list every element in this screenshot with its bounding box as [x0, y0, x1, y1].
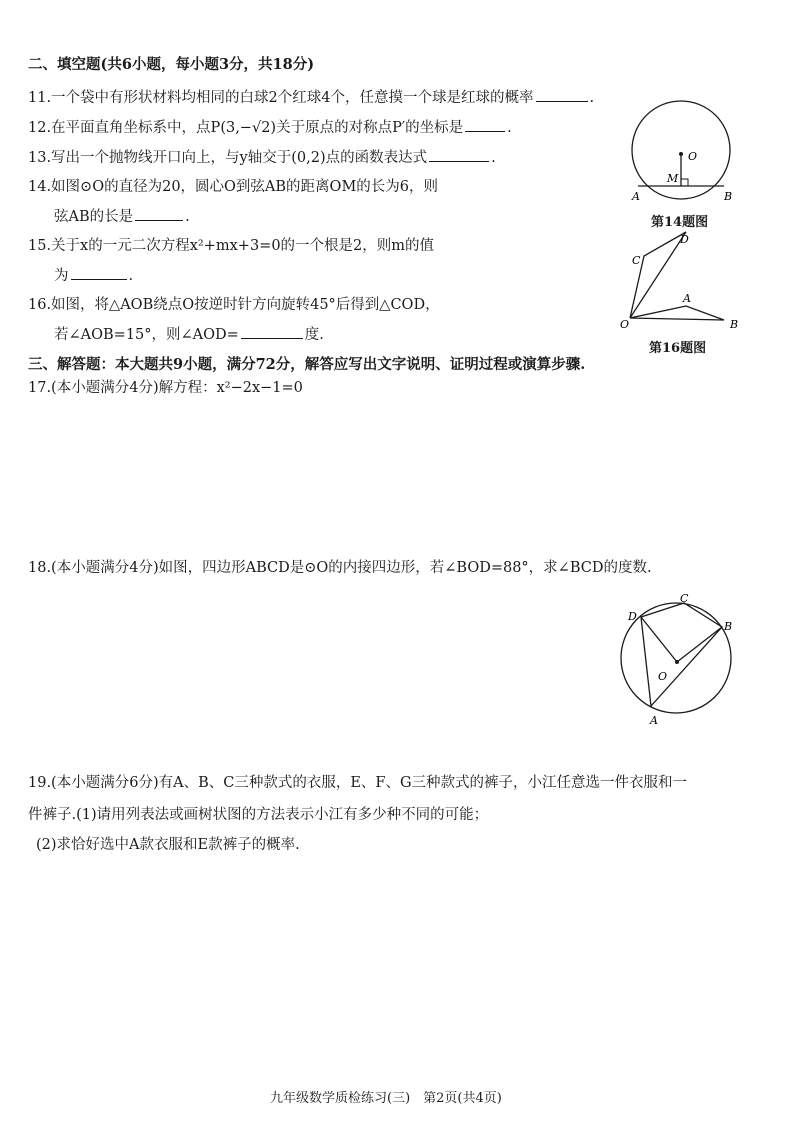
- segment-ob: [677, 627, 722, 662]
- answer-blank-12[interactable]: [465, 117, 505, 132]
- label-b: B: [724, 620, 733, 633]
- label-o: O: [620, 318, 630, 331]
- question-14-line-1: 14.如图⊙O的直径为20，圆心O到弦AB的距离OM的长为6，则: [28, 179, 439, 195]
- question-19-line-1: 19.(本小题满分6分)有A、B、C三种款式的衣服，E、F、G三种款式的裤子，小江任意选一件衣服和一: [28, 775, 688, 791]
- label-c: C: [632, 254, 641, 267]
- figure-16-diagram: [616, 232, 746, 332]
- question-12: 12.在平面直角坐标系中，点P(3,−√2)关于原点的对称点P′的坐标是 .: [28, 117, 512, 138]
- page-footer: 九年级数学质检练习(三) 第2页(共4页): [270, 1091, 502, 1106]
- center-point: [679, 152, 683, 156]
- figure-14-diagram: [626, 96, 736, 206]
- label-a: A: [683, 292, 691, 305]
- center-point: [675, 660, 679, 664]
- question-19-line-3: (2)求恰好选中A款衣服和E款裤子的概率.: [36, 837, 300, 853]
- label-b: B: [730, 318, 739, 331]
- label-a: A: [650, 714, 658, 727]
- question-11: 11.一个袋中有形状材料均相同的白球2个红球4个，任意摸一个球是红球的概率 .: [28, 87, 594, 108]
- answer-blank-13[interactable]: [429, 147, 489, 162]
- segment-od: [641, 617, 677, 662]
- label-o: O: [658, 670, 668, 683]
- question-11-text: 11.一个袋中有形状材料均相同的白球2个红球4个，任意摸一个球是红球的概率: [28, 90, 534, 106]
- question-12-text: 12.在平面直角坐标系中，点P(3,−√2)关于原点的对称点P′的坐标是: [28, 120, 464, 136]
- question-15-line-1: 15.关于x的一元二次方程x²+mx+3=0的一个根是2，则m的值: [28, 238, 435, 254]
- label-d: D: [680, 233, 689, 246]
- label-c: C: [680, 592, 689, 605]
- question-14-line-2: 弦AB的长是 .: [54, 206, 190, 227]
- section-2-heading: 二、填空题(共6小题，每小题3分，共18分): [28, 56, 315, 73]
- triangle-aob: [630, 306, 724, 320]
- answer-blank-14[interactable]: [135, 206, 183, 221]
- question-13: 13.写出一个抛物线开口向上，与y轴交于(0,2)点的函数表达式 .: [28, 147, 496, 168]
- triangle-cod: [630, 232, 686, 318]
- question-19-line-2: 件裤子.(1)请用列表法或画树状图的方法表示小江有多少种不同的可能；: [28, 807, 489, 823]
- figure-14-caption: 第14题图: [651, 215, 709, 230]
- circle-o: [621, 603, 731, 713]
- figure-16-caption: 第16题图: [649, 341, 707, 356]
- question-15-line-2: 为 .: [54, 265, 133, 286]
- answer-blank-11[interactable]: [536, 87, 588, 102]
- right-angle-mark: [681, 179, 688, 186]
- figure-18-diagram: [616, 592, 746, 732]
- answer-blank-15[interactable]: [71, 265, 127, 280]
- label-d: D: [628, 610, 637, 623]
- quadrilateral-abcd: [641, 603, 722, 706]
- question-13-text: 13.写出一个抛物线开口向上，与y轴交于(0,2)点的函数表达式: [28, 150, 428, 166]
- question-16-line-1: 16.如图，将△AOB绕点O按逆时针方向旋转45°后得到△COD，: [28, 297, 440, 313]
- question-17: 17.(本小题满分4分)解方程：x²−2x−1=0: [28, 380, 303, 396]
- question-16-line-2: 若∠AOB=15°，则∠AOD= 度.: [54, 324, 324, 345]
- question-18: 18.(本小题满分4分)如图，四边形ABCD是⊙O的内接四边形，若∠BOD=88°，求∠BCD的度数.: [28, 560, 652, 576]
- label-o: O: [688, 150, 698, 163]
- label-m: M: [667, 172, 679, 185]
- section-3-heading: 三、解答题：本大题共9小题，满分72分，解答应写出文字说明、证明过程或演算步骤.: [28, 356, 586, 373]
- answer-blank-16[interactable]: [241, 324, 303, 339]
- label-b: B: [724, 190, 733, 203]
- label-a: A: [632, 190, 640, 203]
